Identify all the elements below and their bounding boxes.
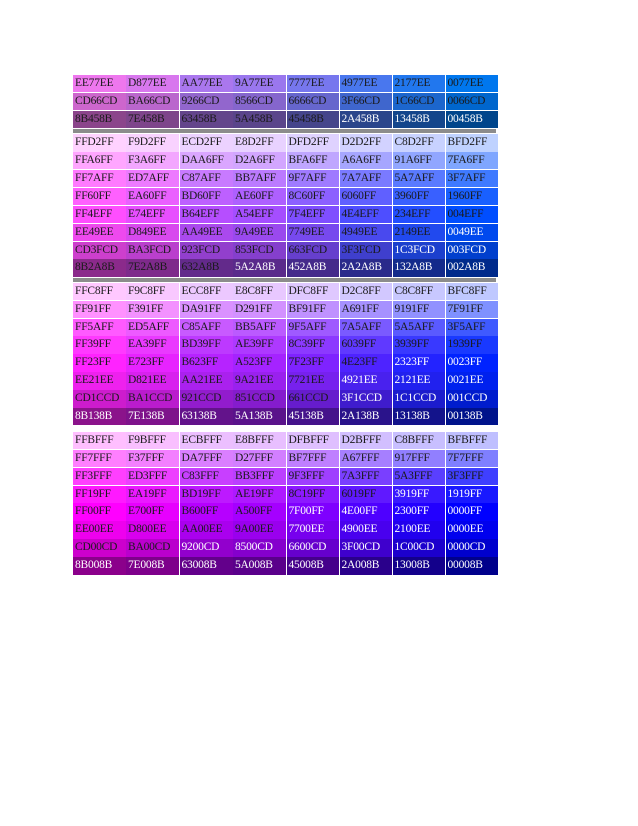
- color-swatch: CD66CD: [73, 93, 126, 110]
- swatch-row: [73, 557, 496, 574]
- color-swatch: 3960FF: [393, 188, 446, 205]
- color-swatch: D849EE: [126, 224, 179, 241]
- color-swatch: D877EE: [126, 75, 179, 92]
- color-swatch: 132A8B: [393, 259, 446, 276]
- color-swatch: 8C39FF: [287, 336, 340, 353]
- color-swatch: 8500CD: [233, 539, 286, 556]
- swatch-row: [73, 134, 496, 151]
- swatch-row: [73, 432, 496, 449]
- color-swatch: AA21EE: [180, 372, 233, 389]
- color-swatch: A691FF: [340, 301, 393, 318]
- color-swatch: D2C8FF: [340, 283, 393, 300]
- color-swatch: FFD2FF: [73, 134, 126, 151]
- color-swatch: C8D2FF: [393, 134, 446, 151]
- color-swatch: BA66CD: [126, 93, 179, 110]
- color-swatch: B623FF: [180, 354, 233, 371]
- color-swatch: 9191FF: [393, 301, 446, 318]
- color-swatch: 2177EE: [393, 75, 446, 92]
- color-swatch: 3F3FCD: [340, 242, 393, 259]
- color-swatch: 002A8B: [446, 259, 499, 276]
- color-swatch: D2BFFF: [340, 432, 393, 449]
- swatch-row: [73, 336, 496, 353]
- color-swatch: 45458B: [287, 111, 340, 128]
- color-swatch: 7F91FF: [446, 301, 499, 318]
- color-swatch: 13458B: [393, 111, 446, 128]
- color-swatch: 8B008B: [73, 557, 126, 574]
- color-swatch: 5A138B: [233, 408, 286, 425]
- swatch-row: [73, 503, 496, 520]
- color-swatch: A54EFF: [233, 206, 286, 223]
- color-swatch: BF91FF: [287, 301, 340, 318]
- color-swatch: EE49EE: [73, 224, 126, 241]
- color-swatch: 9266CD: [180, 93, 233, 110]
- color-swatch: 7721EE: [287, 372, 340, 389]
- color-swatch: 2A008B: [340, 557, 393, 574]
- color-swatch: 7E458B: [126, 111, 179, 128]
- color-swatch: DFC8FF: [287, 283, 340, 300]
- color-swatch: FF19FF: [73, 486, 126, 503]
- color-swatch: 3F5AFF: [446, 319, 499, 336]
- color-swatch: FF91FF: [73, 301, 126, 318]
- color-swatch: BFA6FF: [287, 152, 340, 169]
- color-swatch: 452A8B: [287, 259, 340, 276]
- color-swatch: 9F3FFF: [287, 468, 340, 485]
- color-swatch: 8B2A8B: [73, 259, 126, 276]
- color-swatch: A67FFF: [340, 450, 393, 467]
- color-swatch: AE60FF: [233, 188, 286, 205]
- color-swatch: AA00EE: [180, 521, 233, 538]
- color-swatch: 923FCD: [180, 242, 233, 259]
- color-swatch: C87AFF: [180, 170, 233, 187]
- color-swatch: E700FF: [126, 503, 179, 520]
- color-swatch: 8B458B: [73, 111, 126, 128]
- color-swatch: C85AFF: [180, 319, 233, 336]
- color-swatch: BA1CCD: [126, 390, 179, 407]
- color-swatch: 917FFF: [393, 450, 446, 467]
- color-swatch: 00138B: [446, 408, 499, 425]
- color-swatch: BFD2FF: [446, 134, 499, 151]
- color-swatch: FF5AFF: [73, 319, 126, 336]
- color-swatch: C8BFFF: [393, 432, 446, 449]
- color-swatch: 63138B: [180, 408, 233, 425]
- color-swatch: B600FF: [180, 503, 233, 520]
- color-swatch: ED7AFF: [126, 170, 179, 187]
- color-swatch: 8B138B: [73, 408, 126, 425]
- color-swatch: FF4EFF: [73, 206, 126, 223]
- color-swatch: BB3FFF: [233, 468, 286, 485]
- color-swatch: 6060FF: [340, 188, 393, 205]
- color-swatch: 0066CD: [446, 93, 499, 110]
- color-swatch: AA77EE: [180, 75, 233, 92]
- color-swatch: 1C00CD: [393, 539, 446, 556]
- swatch-row: [73, 390, 496, 407]
- color-swatch: DA91FF: [180, 301, 233, 318]
- color-swatch: 4900EE: [340, 521, 393, 538]
- color-swatch: 7F23FF: [287, 354, 340, 371]
- color-swatch: 1C3FCD: [393, 242, 446, 259]
- color-swatch: 0000EE: [446, 521, 499, 538]
- color-swatch: 7F7FFF: [446, 450, 499, 467]
- color-swatch: A6A6FF: [340, 152, 393, 169]
- swatch-row: [73, 259, 496, 276]
- color-swatch: 7700EE: [287, 521, 340, 538]
- color-swatch: 632A8B: [180, 259, 233, 276]
- color-swatch: DAA6FF: [180, 152, 233, 169]
- color-swatch: FF23FF: [73, 354, 126, 371]
- color-swatch: CD00CD: [73, 539, 126, 556]
- color-swatch: 45008B: [287, 557, 340, 574]
- color-swatch: 7A5AFF: [340, 319, 393, 336]
- color-swatch: 8566CD: [233, 93, 286, 110]
- color-swatch: 5A5AFF: [393, 319, 446, 336]
- color-swatch: 5A008B: [233, 557, 286, 574]
- color-swatch: 3F66CD: [340, 93, 393, 110]
- color-swatch: 8C60FF: [287, 188, 340, 205]
- color-swatch: 3F1CCD: [340, 390, 393, 407]
- color-swatch: 6666CD: [287, 93, 340, 110]
- color-swatch: ED5AFF: [126, 319, 179, 336]
- swatch-block: [73, 75, 496, 128]
- color-swatch: 663FCD: [287, 242, 340, 259]
- color-swatch: EA60FF: [126, 188, 179, 205]
- color-swatch: 0021EE: [446, 372, 499, 389]
- color-swatch: 5A3FFF: [393, 468, 446, 485]
- color-swatch: FF7FFF: [73, 450, 126, 467]
- swatch-row: [73, 283, 496, 300]
- color-swatch: AE19FF: [233, 486, 286, 503]
- color-swatch: E8BFFF: [233, 432, 286, 449]
- color-swatch: 4949EE: [340, 224, 393, 241]
- color-swatch: A500FF: [233, 503, 286, 520]
- color-swatch: D2A6FF: [233, 152, 286, 169]
- color-swatch: 9F7AFF: [287, 170, 340, 187]
- color-swatch: 7E2A8B: [126, 259, 179, 276]
- color-swatch: ECC8FF: [180, 283, 233, 300]
- color-swatch: 1919FF: [446, 486, 499, 503]
- color-swatch: A523FF: [233, 354, 286, 371]
- color-swatch: 234EFF: [393, 206, 446, 223]
- color-swatch: FFA6FF: [73, 152, 126, 169]
- color-swatch: 5A2A8B: [233, 259, 286, 276]
- color-swatch: 13008B: [393, 557, 446, 574]
- swatch-row: [73, 319, 496, 336]
- color-swatch: 2149EE: [393, 224, 446, 241]
- color-swatch: 6600CD: [287, 539, 340, 556]
- color-swatch: 1C1CCD: [393, 390, 446, 407]
- color-swatch: FFBFFF: [73, 432, 126, 449]
- color-swatch: 9F5AFF: [287, 319, 340, 336]
- color-swatch: BD39FF: [180, 336, 233, 353]
- swatch-row: [73, 188, 496, 205]
- color-swatch: AA49EE: [180, 224, 233, 241]
- color-swatch: 4E4EFF: [340, 206, 393, 223]
- color-swatch: 2A138B: [340, 408, 393, 425]
- swatch-row: [73, 75, 496, 92]
- color-swatch: FF00FF: [73, 503, 126, 520]
- color-swatch: BF7FFF: [287, 450, 340, 467]
- color-swatch: 7A7AFF: [340, 170, 393, 187]
- color-swatch: AE39FF: [233, 336, 286, 353]
- color-swatch: BB5AFF: [233, 319, 286, 336]
- color-swatch: 4977EE: [340, 75, 393, 92]
- color-swatch: D821EE: [126, 372, 179, 389]
- swatch-block: [73, 283, 496, 426]
- color-swatch-sheet: [73, 75, 496, 575]
- color-swatch: 3F7AFF: [446, 170, 499, 187]
- color-swatch: 2A458B: [340, 111, 393, 128]
- color-swatch: 2121EE: [393, 372, 446, 389]
- color-swatch: 2100EE: [393, 521, 446, 538]
- color-swatch: F3A6FF: [126, 152, 179, 169]
- color-swatch: FFC8FF: [73, 283, 126, 300]
- color-swatch: ECBFFF: [180, 432, 233, 449]
- color-swatch: FF60FF: [73, 188, 126, 205]
- color-swatch: 4E23FF: [340, 354, 393, 371]
- color-swatch: 4921EE: [340, 372, 393, 389]
- color-swatch: 001CCD: [446, 390, 499, 407]
- color-swatch: D291FF: [233, 301, 286, 318]
- color-swatch: EA19FF: [126, 486, 179, 503]
- color-swatch: BD19FF: [180, 486, 233, 503]
- color-swatch: 7F00FF: [287, 503, 340, 520]
- color-swatch: 2323FF: [393, 354, 446, 371]
- swatch-row: [73, 152, 496, 169]
- color-swatch: 004EFF: [446, 206, 499, 223]
- color-swatch: 003FCD: [446, 242, 499, 259]
- color-swatch: EA39FF: [126, 336, 179, 353]
- color-swatch: D800EE: [126, 521, 179, 538]
- swatch-row: [73, 93, 496, 110]
- color-swatch: EE21EE: [73, 372, 126, 389]
- color-swatch: F9BFFF: [126, 432, 179, 449]
- color-swatch: 921CCD: [180, 390, 233, 407]
- swatch-row: [73, 301, 496, 318]
- color-swatch: 2A2A8B: [340, 259, 393, 276]
- color-swatch: 3F3FFF: [446, 468, 499, 485]
- color-swatch: 661CCD: [287, 390, 340, 407]
- swatch-row: [73, 468, 496, 485]
- color-swatch: ECD2FF: [180, 134, 233, 151]
- color-swatch: BA3FCD: [126, 242, 179, 259]
- color-swatch: 7A3FFF: [340, 468, 393, 485]
- color-swatch: FF3FFF: [73, 468, 126, 485]
- color-swatch: 45138B: [287, 408, 340, 425]
- color-swatch: BD60FF: [180, 188, 233, 205]
- swatch-row: [73, 354, 496, 371]
- swatch-row: [73, 242, 496, 259]
- color-swatch: BFC8FF: [446, 283, 499, 300]
- color-swatch: 0000CD: [446, 539, 499, 556]
- swatch-row: [73, 170, 496, 187]
- color-swatch: CD1CCD: [73, 390, 126, 407]
- swatch-block: [73, 134, 496, 277]
- color-swatch: 2300FF: [393, 503, 446, 520]
- color-swatch: BFBFFF: [446, 432, 499, 449]
- color-swatch: EE77EE: [73, 75, 126, 92]
- swatch-block: [73, 432, 496, 575]
- color-swatch: 0077EE: [446, 75, 499, 92]
- color-swatch: 9A77EE: [233, 75, 286, 92]
- color-swatch: FF39FF: [73, 336, 126, 353]
- color-swatch: BA00CD: [126, 539, 179, 556]
- color-swatch: 4E00FF: [340, 503, 393, 520]
- color-swatch: 0023FF: [446, 354, 499, 371]
- block-divider: [73, 278, 496, 282]
- color-swatch: 6039FF: [340, 336, 393, 353]
- color-swatch: DA7FFF: [180, 450, 233, 467]
- color-swatch: 13138B: [393, 408, 446, 425]
- color-swatch: DFD2FF: [287, 134, 340, 151]
- color-swatch: 7E138B: [126, 408, 179, 425]
- color-swatch: 8C19FF: [287, 486, 340, 503]
- color-swatch: 1939FF: [446, 336, 499, 353]
- color-swatch: F9D2FF: [126, 134, 179, 151]
- color-swatch: 5A7AFF: [393, 170, 446, 187]
- color-swatch: E8C8FF: [233, 283, 286, 300]
- color-swatch: 0000FF: [446, 503, 499, 520]
- swatch-row: [73, 486, 496, 503]
- swatch-row: [73, 408, 496, 425]
- color-swatch: 3919FF: [393, 486, 446, 503]
- swatch-row: [73, 111, 496, 128]
- color-swatch: 853FCD: [233, 242, 286, 259]
- color-swatch: F391FF: [126, 301, 179, 318]
- color-swatch: 7FA6FF: [446, 152, 499, 169]
- color-swatch: C83FFF: [180, 468, 233, 485]
- swatch-row: [73, 521, 496, 538]
- color-swatch: 7777EE: [287, 75, 340, 92]
- swatch-row: [73, 450, 496, 467]
- swatch-row: [73, 539, 496, 556]
- color-swatch: 9A21EE: [233, 372, 286, 389]
- color-swatch: 1C66CD: [393, 93, 446, 110]
- swatch-row: [73, 372, 496, 389]
- color-swatch: B64EFF: [180, 206, 233, 223]
- color-swatch: CD3FCD: [73, 242, 126, 259]
- color-swatch: DFBFFF: [287, 432, 340, 449]
- color-swatch: 91A6FF: [393, 152, 446, 169]
- color-swatch: 00008B: [446, 557, 499, 574]
- color-swatch: 7E008B: [126, 557, 179, 574]
- swatch-row: [73, 224, 496, 241]
- color-swatch: E74EFF: [126, 206, 179, 223]
- color-swatch: F9C8FF: [126, 283, 179, 300]
- color-swatch: D27FFF: [233, 450, 286, 467]
- color-swatch: 9200CD: [180, 539, 233, 556]
- color-swatch: 851CCD: [233, 390, 286, 407]
- color-swatch: 63008B: [180, 557, 233, 574]
- color-swatch: EE00EE: [73, 521, 126, 538]
- color-swatch: 6019FF: [340, 486, 393, 503]
- color-swatch: FF7AFF: [73, 170, 126, 187]
- color-swatch: 3F00CD: [340, 539, 393, 556]
- color-swatch: BB7AFF: [233, 170, 286, 187]
- color-swatch: 3939FF: [393, 336, 446, 353]
- color-swatch: E8D2FF: [233, 134, 286, 151]
- color-swatch: 00458B: [446, 111, 499, 128]
- color-swatch: 0049EE: [446, 224, 499, 241]
- color-swatch: 7F4EFF: [287, 206, 340, 223]
- color-swatch: D2D2FF: [340, 134, 393, 151]
- swatch-row: [73, 206, 496, 223]
- color-swatch: 1960FF: [446, 188, 499, 205]
- color-swatch: C8C8FF: [393, 283, 446, 300]
- color-swatch: 9A00EE: [233, 521, 286, 538]
- color-swatch: 9A49EE: [233, 224, 286, 241]
- block-divider: [73, 129, 496, 133]
- color-swatch: 5A458B: [233, 111, 286, 128]
- color-swatch: E723FF: [126, 354, 179, 371]
- color-swatch: 63458B: [180, 111, 233, 128]
- color-swatch: ED3FFF: [126, 468, 179, 485]
- color-swatch: F37FFF: [126, 450, 179, 467]
- color-swatch: 7749EE: [287, 224, 340, 241]
